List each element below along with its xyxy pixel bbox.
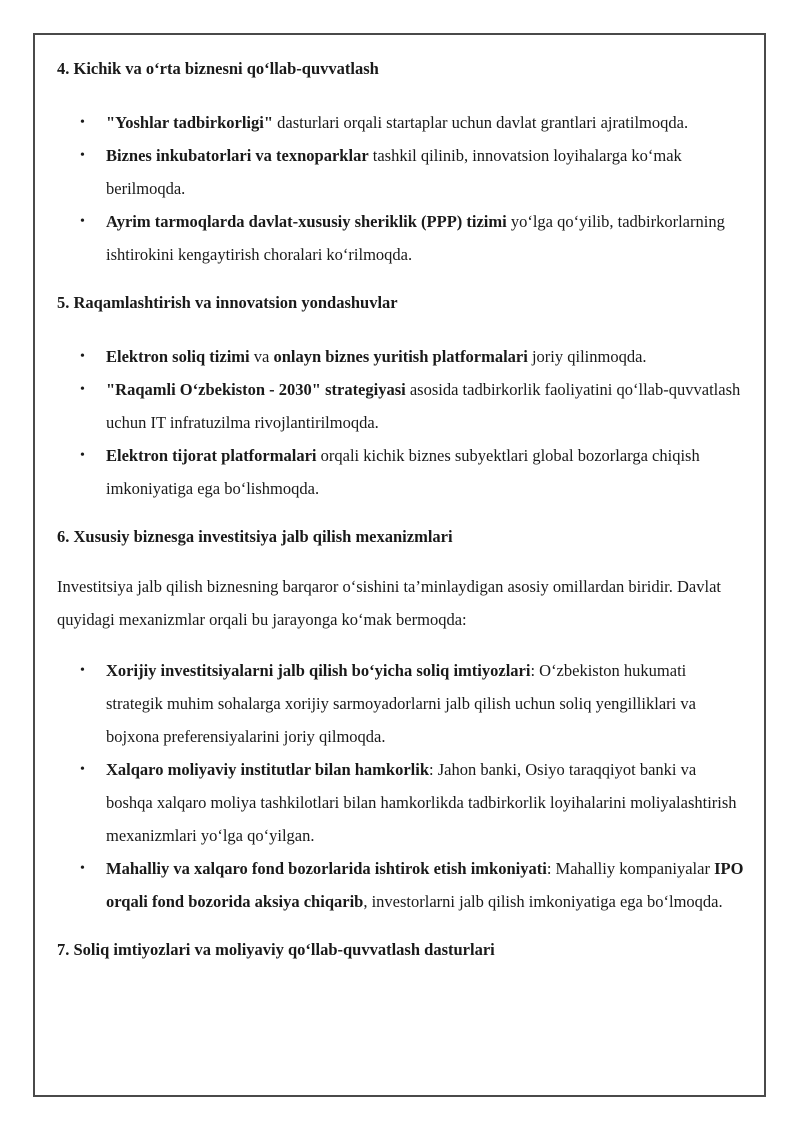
list-item: • Elektron soliq tizimi va onlayn biznes yuritish platformalari joriy qilinmoqda. [57, 340, 747, 373]
bullet-icon: • [80, 861, 85, 876]
list-item: • Ayrim tarmoqlarda davlat-xususiy sheriklik (PPP) tizimi yo‘lga qo‘yilib, tadbirkorlarning ishtirokini kengaytirish choralari ko‘rilmoqda. [57, 205, 747, 271]
bullet-list [57, 654, 747, 918]
bullet-icon: • [80, 448, 85, 463]
list-item: • Biznes inkubatorlari va texnoparklar tashkil qilinib, innovatsion loyihalarga ko‘mak berilmoqda. [57, 139, 747, 205]
list-item: • Xalqaro moliyaviy institutlar bilan hamkorlik: Jahon banki, Osiyo taraqqiyot banki va boshqa xalqaro moliya tashkilotlari bilan hamkorlikda tadbirkorlik loyihalarini moliyalashtirish mexanizmlari yo‘lga qo‘yilgan. [57, 753, 747, 852]
section-heading: 6. Xususiy biznesga investitsiya jalb qilish mexanizmlari [57, 527, 453, 546]
bullet-icon: • [80, 214, 85, 229]
list-item: • "Yoshlar tadbirkorligi" dasturlari orqali startaplar uchun davlat grantlari ajratilmoqda. [57, 106, 747, 139]
bullet-icon: • [80, 382, 85, 397]
bullet-icon: • [80, 663, 85, 678]
bullet-icon: • [80, 349, 85, 364]
section-heading: 7. Soliq imtiyozlari va moliyaviy qo‘llab-quvvatlash dasturlari [57, 940, 495, 959]
section-paragraph: Investitsiya jalb qilish biznesning barqaror o‘sishini ta’minlaydigan asosiy omillardan biridir. Davlat quyidagi mexanizmlar orqali bu jarayonga ko‘mak bermoqda: [57, 577, 721, 629]
section-heading: 5. Raqamlashtirish va innovatsion yondashuvlar [57, 293, 398, 312]
bullet-icon: • [80, 115, 85, 130]
bullet-icon: • [80, 762, 85, 777]
bullet-list [57, 340, 747, 505]
bullet-icon: • [80, 148, 85, 163]
section-heading: 4. Kichik va o‘rta biznesni qo‘llab-quvvatlash [57, 59, 379, 78]
document-body [57, 57, 747, 962]
bullet-list [57, 106, 747, 271]
list-item: • Elektron tijorat platformalari orqali kichik biznes subyektlari global bozorlarga chiqish imkoniyatiga ega bo‘lishmoqda. [57, 439, 747, 505]
list-item: • Mahalliy va xalqaro fond bozorlarida ishtirok etish imkoniyati: Mahalliy kompaniyalar IPO orqali fond bozorida aksiya chiqarib, investorlarni jalb qilish imkoniyatiga ega bo‘lmoqda. [57, 852, 747, 918]
list-item: • Xorijiy investitsiyalarni jalb qilish bo‘yicha soliq imtiyozlari: O‘zbekiston hukumati strategik muhim sohalarga xorijiy sarmoyadorlarni jalb qilish uchun soliq yengilliklari va bojxona preferensiyalarini joriy qilmoqda. [57, 654, 747, 753]
list-item: • "Raqamli O‘zbekiston - 2030" strategiyasi asosida tadbirkorlik faoliyatini qo‘llab-quvvatlash uchun IT infratuzilma rivojlantirilmoqda. [57, 373, 747, 439]
